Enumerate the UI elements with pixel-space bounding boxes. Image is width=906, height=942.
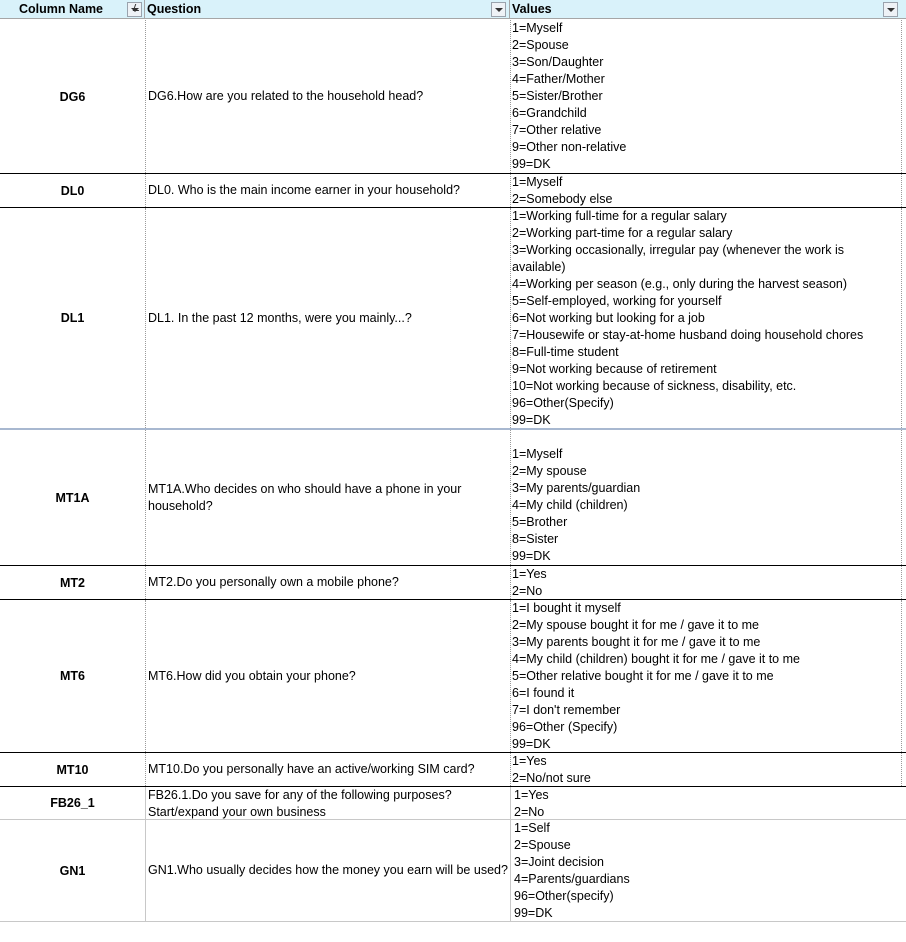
value-line: 2=No [512,584,543,598]
value-line: 4=Working per season (e.g., only during the harvest season) [512,277,848,291]
value-line: 5=Brother [512,515,568,529]
question-cell[interactable]: MT10.Do you personally have an active/working SIM card? [145,753,510,786]
table-row[interactable] [0,752,906,786]
question-cell[interactable]: FB26.1.Do you save for any of the following purposes? Start/expand your own business [145,787,510,819]
value-line: 4=Parents/guardians [514,872,630,886]
values-cell[interactable] [510,600,902,752]
values-cell[interactable] [510,430,902,565]
value-line: 2=My spouse [512,464,587,478]
value-line: 3=My parents/guardian [512,481,641,495]
value-line: 1=Working full-time for a regular salary [512,209,727,223]
header-row [0,0,906,19]
column-name-cell[interactable]: DL1 [60,311,85,325]
value-line: 3=Joint decision [514,855,604,869]
chevron-down-icon [887,8,895,12]
values-cell[interactable] [510,753,902,786]
value-line: 8=Full-time student [512,345,619,359]
value-line: 9=Other non-relative [512,140,627,154]
value-line: 9=Not working because of retirement [512,362,717,376]
values-cell[interactable] [510,20,902,173]
question-cell[interactable]: DL0. Who is the main income earner in your household? [145,174,510,207]
values-filter-button[interactable] [883,2,898,17]
value-line: 1=Myself [512,447,563,461]
question-cell[interactable]: MT6.How did you obtain your phone? [145,600,510,752]
table-row[interactable] [0,20,906,173]
column-name-cell[interactable]: MT1A [55,490,90,505]
column-name-cell[interactable]: DG6 [59,89,86,104]
table-row[interactable] [0,207,906,428]
values-cell[interactable] [510,566,902,599]
values-cell[interactable] [510,820,902,921]
value-line: 6=I found it [512,686,575,700]
value-line: 1=I bought it myself [512,601,621,615]
table-row[interactable] [0,820,906,922]
value-line: 1=Myself [512,21,563,35]
value-line: 2=No [514,805,545,819]
value-line: 99=DK [514,906,553,920]
value-line: 3=Working occasionally, irregular pay (whenever the work is available) [512,243,844,274]
value-line: 99=DK [512,413,551,427]
column-name-header-label: Column Name [18,2,104,16]
value-line: 2=Working part-time for a regular salary [512,226,733,240]
values-cell[interactable] [510,174,902,207]
value-line: 5=Self-employed, working for yourself [512,294,722,308]
column-name-filter-button[interactable] [127,2,142,17]
question-filter-button[interactable] [491,2,506,17]
value-line: 6=Not working but looking for a job [512,311,705,325]
filter-icon [133,4,142,11]
value-line: 3=Son/Daughter [512,55,604,69]
value-line: 99=DK [512,549,551,563]
value-line: 96=Other (Specify) [512,720,618,734]
value-line: 2=No/not sure [512,771,591,785]
values-header[interactable] [510,0,906,19]
value-line: 4=Father/Mother [512,72,605,86]
question-cell[interactable]: DG6.How are you related to the household head? [145,20,510,173]
table-row[interactable] [0,173,906,207]
value-line: 99=DK [512,737,551,751]
question-cell[interactable]: MT2.Do you personally own a mobile phone? [145,566,510,599]
column-name-cell[interactable]: MT10 [56,762,89,777]
value-line: 10=Not working because of sickness, disability, etc. [512,379,797,393]
column-name-cell[interactable]: GN1 [59,863,86,878]
value-line: 1=Yes [514,788,549,802]
values-cell[interactable] [510,787,902,819]
value-line: 1=Myself [512,175,563,189]
question-cell[interactable]: GN1.Who usually decides how the money you earn will be used? [145,820,510,921]
value-line: 1=Yes [512,567,547,581]
question-cell[interactable]: DL1. In the past 12 months, were you mainly...? [145,208,510,428]
value-line: 99=DK [512,157,551,171]
value-line: 3=My parents bought it for me / gave it to me [512,635,761,649]
value-line: 4=My child (children) [512,498,628,512]
table-row[interactable] [0,599,906,752]
column-name-cell[interactable]: MT2 [60,575,85,590]
table-row[interactable] [0,428,906,565]
value-line: 4=My child (children) bought it for me / gave it to me [512,652,800,666]
value-line: 5=Sister/Brother [512,89,603,103]
value-line: 2=Spouse [512,38,569,52]
value-line: 5=Other relative bought it for me / gave it to me [512,669,774,683]
value-line: 96=Other(specify) [514,889,614,903]
value-line: 96=Other(Specify) [512,396,614,410]
value-line: 7=Other relative [512,123,602,137]
column-name-header[interactable] [0,0,145,19]
value-line: 2=Spouse [514,838,571,852]
value-line: 6=Grandchild [512,106,587,120]
values-cell[interactable] [510,208,902,428]
value-line: 2=My spouse bought it for me / gave it to me [512,618,760,632]
column-name-cell[interactable]: FB26_1 [50,796,95,810]
table-row[interactable] [0,565,906,599]
value-line: 7=Housewife or stay-at-home husband doing household chores [512,328,864,342]
value-line: 1=Self [514,821,550,835]
value-line: 7=I don't remember [512,703,621,717]
value-line: 8=Sister [512,532,559,546]
column-name-cell[interactable]: MT6 [60,669,85,683]
question-cell[interactable]: MT1A.Who decides on who should have a phone in your household? [145,430,510,565]
column-name-cell[interactable]: DL0 [60,183,85,198]
question-header-label: Question [147,2,202,16]
table-row[interactable] [0,786,906,820]
value-line: 2=Somebody else [512,192,613,206]
chevron-down-icon [495,8,503,12]
values-header-label: Values [512,2,552,16]
value-line: 1=Yes [512,754,547,768]
question-header[interactable] [145,0,510,19]
